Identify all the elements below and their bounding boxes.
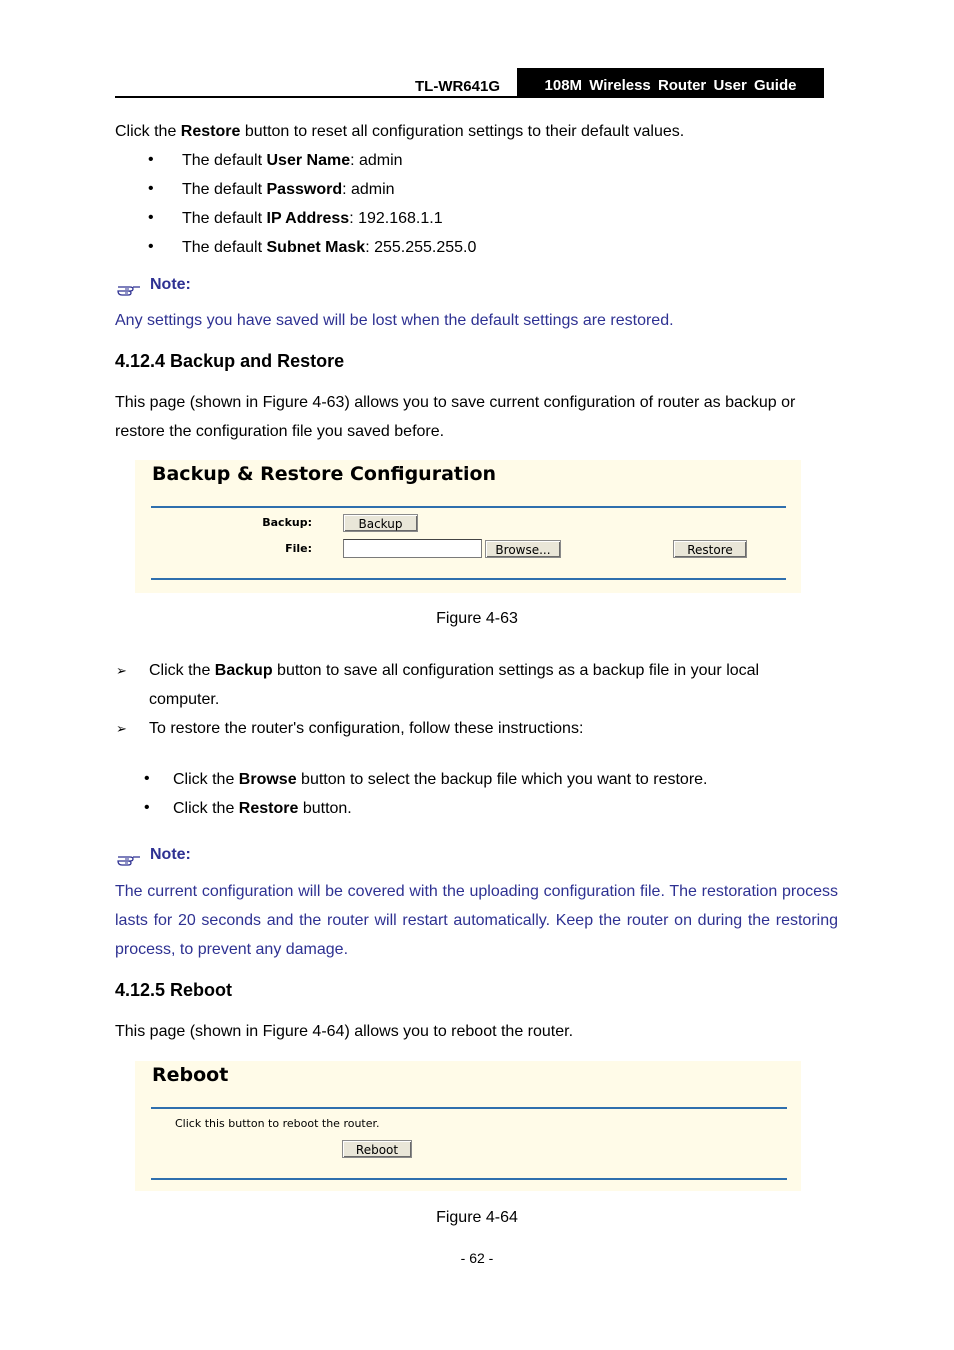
figure-caption: Figure 4-63	[436, 610, 518, 627]
bullet-dot: •	[144, 799, 150, 816]
header-guide-title: 108M Wireless Router User Guide	[517, 68, 824, 97]
restore-button[interactable]: Restore	[673, 540, 747, 558]
reboot-figure	[135, 1061, 801, 1191]
figure-rule-top	[151, 506, 786, 508]
page-number: - 62 -	[460, 1250, 494, 1266]
backup-restore-figure	[135, 460, 801, 593]
backup-description: This page (shown in Figure 4-63) allows you to save current configuration of router as backup or restore the configuration file you saved before.	[115, 394, 796, 440]
reboot-instruction: Click this button to reboot the router.	[175, 1117, 380, 1130]
figure-caption: Figure 4-64	[436, 1209, 518, 1226]
substep-browse: Click the Browse button to select the backup file which you want to restore.	[173, 771, 708, 788]
note-label: Note:	[150, 276, 191, 293]
step-backup: Click the Backup button to save all configuration settings as a backup file in your local	[149, 662, 760, 679]
pointing-hand-icon	[116, 281, 142, 297]
bullet-dot: •	[148, 151, 154, 168]
step-backup-cont: computer.	[149, 691, 220, 708]
reboot-button[interactable]: Reboot	[342, 1140, 412, 1158]
default-subnet-mask: The default Subnet Mask: 255.255.255.0	[182, 239, 477, 256]
figure-title: Reboot	[152, 1064, 229, 1086]
header-rule	[115, 96, 824, 98]
header-model: TL-WR641G	[415, 78, 501, 95]
default-password: The default Password: admin	[182, 181, 395, 198]
default-ip-address: The default IP Address: 192.168.1.1	[182, 210, 443, 227]
bullet-dot: •	[148, 238, 154, 255]
arrow-bullet-icon: ➢	[116, 721, 127, 736]
figure-rule-top	[151, 1107, 787, 1109]
bullet-dot: •	[148, 180, 154, 197]
note-text: Any settings you have saved will be lost when the default settings are restored.	[115, 312, 674, 329]
section-heading-backup-restore: 4.12.4 Backup and Restore	[115, 351, 345, 371]
pointing-hand-icon	[116, 851, 142, 867]
figure-title: Backup & Restore Configuration	[152, 463, 497, 485]
substep-restore: Click the Restore button.	[173, 800, 352, 817]
arrow-bullet-icon: ➢	[116, 663, 127, 678]
browse-button[interactable]: Browse...	[485, 540, 561, 558]
backup-label: Backup:	[262, 516, 312, 529]
note-text: The current configuration will be covered with the uploading configuration file. The restoration process lasts for 20 seconds and the router will restart automatically. Keep the router on during the restoring process, to prevent any damage.	[115, 883, 838, 958]
section-heading-reboot: 4.12.5 Reboot	[115, 980, 233, 1000]
restore-intro: Click the Restore button to reset all configuration settings to their default values.	[115, 123, 685, 140]
bullet-dot: •	[144, 770, 150, 787]
file-label: File:	[285, 542, 312, 555]
reboot-description: This page (shown in Figure 4-64) allows you to reboot the router.	[115, 1023, 574, 1040]
file-input[interactable]	[343, 539, 482, 558]
bullet-dot: •	[148, 209, 154, 226]
figure-rule-bottom	[151, 578, 786, 580]
step-restore: To restore the router's configuration, follow these instructions:	[149, 720, 584, 737]
backup-button[interactable]: Backup	[343, 514, 418, 532]
note-label: Note:	[150, 846, 191, 863]
figure-rule-bottom	[151, 1178, 787, 1180]
default-user-name: The default User Name: admin	[182, 152, 403, 169]
